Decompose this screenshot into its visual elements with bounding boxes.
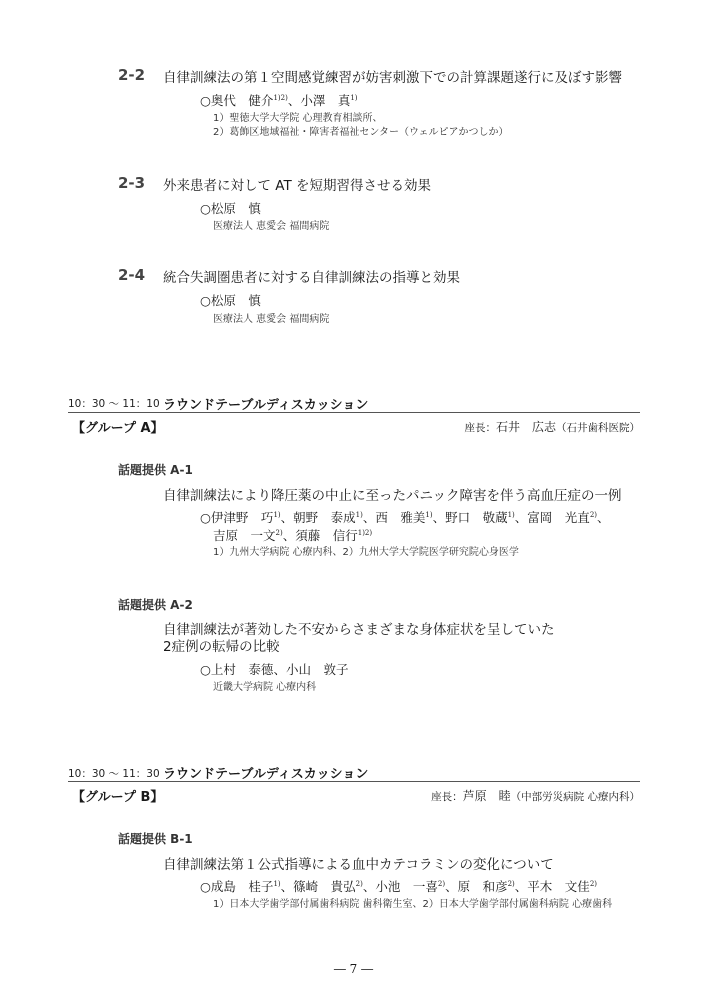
divider <box>68 781 640 782</box>
affiliation: 1）日本大学歯学部付属歯科病院 歯科衛生室、2）日本大学歯学部付属歯科病院 心療歯科 <box>213 899 613 910</box>
session-number: 2-4 <box>118 266 146 284</box>
author-line <box>200 91 358 109</box>
roundtable-title: ラウンドテーブルディスカッション <box>163 398 369 413</box>
time-slot: 10：30 〜 11：10 <box>68 398 160 410</box>
chair-info: 座長：芦原 睦（中部労災病院 心療内科） <box>431 789 640 803</box>
affiliation: 近畿大学病院 心療内科 <box>213 682 317 693</box>
session-number: 2-3 <box>118 174 146 192</box>
topic-label: 話題提供 B-1 <box>118 832 193 846</box>
group-heading: 【グループ B】 <box>72 790 164 805</box>
group-heading: 【グループ A】 <box>72 421 164 436</box>
author-line: ○伊津野 巧$^{1)}$、朝野 泰成$^{1)}$、西 雅美$^{1)}$、野口 敬蔵$^{1)}$、富岡 光直$^{2)}$、 <box>200 510 610 525</box>
affiliation: 1）聖徳大学大学院 心理教育相談所、 <box>213 113 383 124</box>
author-line: ○松原 慎 <box>200 293 261 308</box>
affiliation: 医療法人 恵愛会 福間病院 <box>213 221 330 232</box>
author: ○奥代 健介$^{1)2)}$、 <box>200 93 301 108</box>
chair-name: 石井 広志 <box>495 420 556 434</box>
author-line: ○上村 泰德、小山 敦子 <box>200 662 349 677</box>
session-title: 自律訓練法の第１空間感覚練習が妨害刺激下での計算課題遂行に及ぼす影響 <box>163 70 622 86</box>
author: 小澤 真$^{1)}$ <box>300 93 358 108</box>
chair-name: 芦原 睦 <box>462 789 511 803</box>
divider <box>68 412 640 413</box>
time-slot: 10：30 〜 11：30 <box>68 768 160 780</box>
author-line: 吉原 一文$^{2)}$、須藤 信行$^{1)2)}$ <box>213 528 373 543</box>
topic-label: 話題提供 A-2 <box>118 598 193 612</box>
session-title: 外来患者に対して AT を短期習得させる効果 <box>163 178 432 194</box>
affiliation: 2）葛飾区地域福祉・障害者福祉センター（ウェルピアかつしか） <box>213 127 509 138</box>
topic-title: 自律訓練法により降圧薬の中止に至ったパニック障害を伴う高血圧症の一例 <box>163 488 622 504</box>
affiliation-block <box>213 112 509 140</box>
session-number: 2-2 <box>118 66 146 84</box>
roundtable-title: ラウンドテーブルディスカッション <box>163 767 369 782</box>
author-line: ○成島 桂子$^{1)}$、篠崎 貴弘$^{2)}$、小池 一喜$^{2)}$、原 和彦$^{2)}$、平木 文佳$^{2)}$ <box>200 879 597 894</box>
topic-title: 自律訓練法第１公式指導による血中カテコラミンの変化について <box>163 857 554 873</box>
topic-title: 自律訓練法が著効した不安からさまざまな身体症状を呈していた <box>163 622 555 638</box>
chair-info: 座長：石井 広志（石井歯科医院） <box>464 420 640 434</box>
affiliation: 医療法人 恵愛会 福間病院 <box>213 314 330 325</box>
session-title: 統合失調圏患者に対する自律訓練法の指導と効果 <box>163 270 460 286</box>
topic-title: 2症例の転帰の比較 <box>163 639 280 655</box>
topic-label: 話題提供 A-1 <box>118 463 193 477</box>
affiliation: 1）九州大学病院 心療内科、2）九州大学大学院医学研究院心身医学 <box>213 547 519 558</box>
author-line: ○松原 慎 <box>200 201 261 216</box>
page-number: ― 7 ― <box>333 962 374 976</box>
